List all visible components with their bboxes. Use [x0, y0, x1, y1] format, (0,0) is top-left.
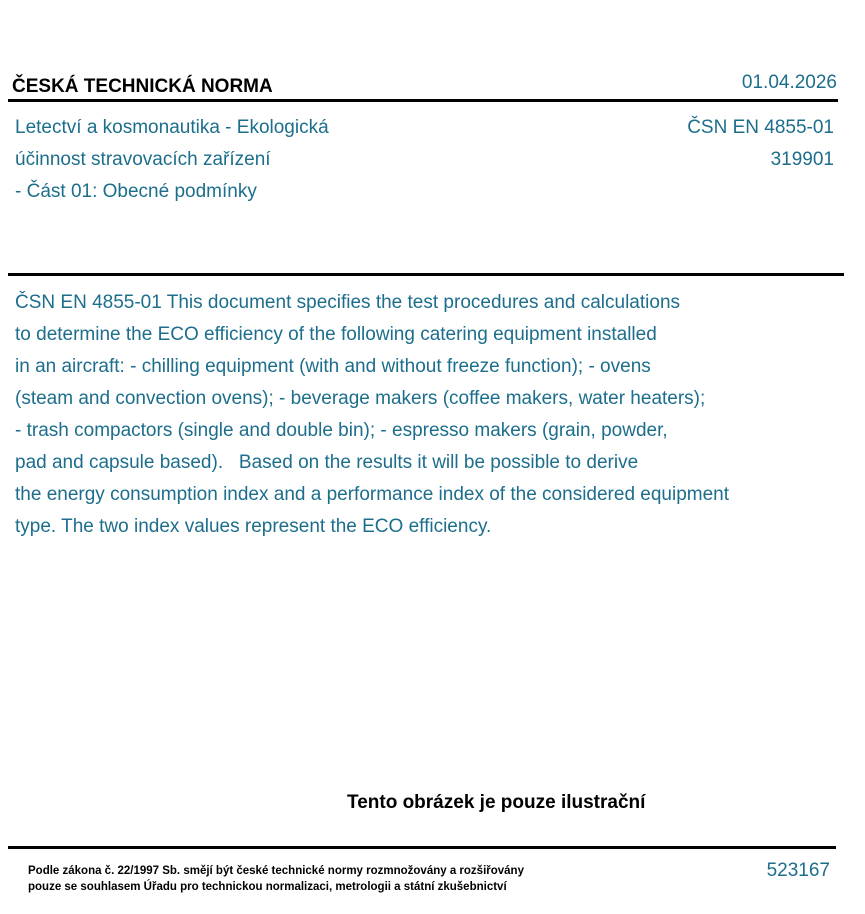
norm-heading: ČESKÁ TECHNICKÁ NORMA	[12, 76, 273, 97]
illustration-note: Tento obrázek je pouze ilustrační	[347, 792, 646, 813]
copyright-line-1: Podle zákona č. 22/1997 Sb. smějí být české technické normy rozmnožovány a rozšiřovány	[28, 865, 524, 877]
abstract-line: type. The two index values represent the ECO efficiency.	[15, 516, 492, 537]
standard-code: ČSN EN 4855-01	[687, 117, 834, 138]
abstract-line: the energy consumption index and a performance index of the considered equipment	[15, 484, 730, 505]
abstract-line: (steam and convection ovens); - beverage makers (coffee makers, water heaters);	[15, 388, 706, 409]
copyright-notice	[28, 863, 524, 895]
abstract-line: ČSN EN 4855-01 This document specifies the test procedures and calculations	[15, 292, 681, 313]
document-title-line-2: účinnost stravovacích zařízení	[15, 149, 271, 170]
abstract-line: - trash compactors (single and double bin); - espresso makers (grain, powder,	[15, 420, 668, 441]
abstract-line: to determine the ECO efficiency of the following catering equipment installed	[15, 324, 657, 345]
document-title-line-1: Letectví a kosmonautika - Ekologická	[15, 117, 329, 138]
abstract-line: in an aircraft: - chilling equipment (with and without freeze function); - ovens	[15, 356, 651, 377]
header-divider	[8, 99, 838, 102]
abstract-line: pad and capsule based). Based on the results it will be possible to derive	[15, 452, 639, 473]
footer-divider	[8, 846, 836, 849]
abstract-text	[15, 287, 855, 543]
section-divider	[8, 273, 844, 276]
document-number: 523167	[766, 860, 830, 881]
issue-date: 01.04.2026	[741, 72, 837, 93]
document-title-line-3: - Část 01: Obecné podmínky	[15, 181, 257, 202]
copyright-line-2: pouze se souhlasem Úřadu pro technickou normalizaci, metrologii a státní zkušebnictví	[28, 881, 507, 893]
class-code: 319901	[770, 149, 834, 170]
